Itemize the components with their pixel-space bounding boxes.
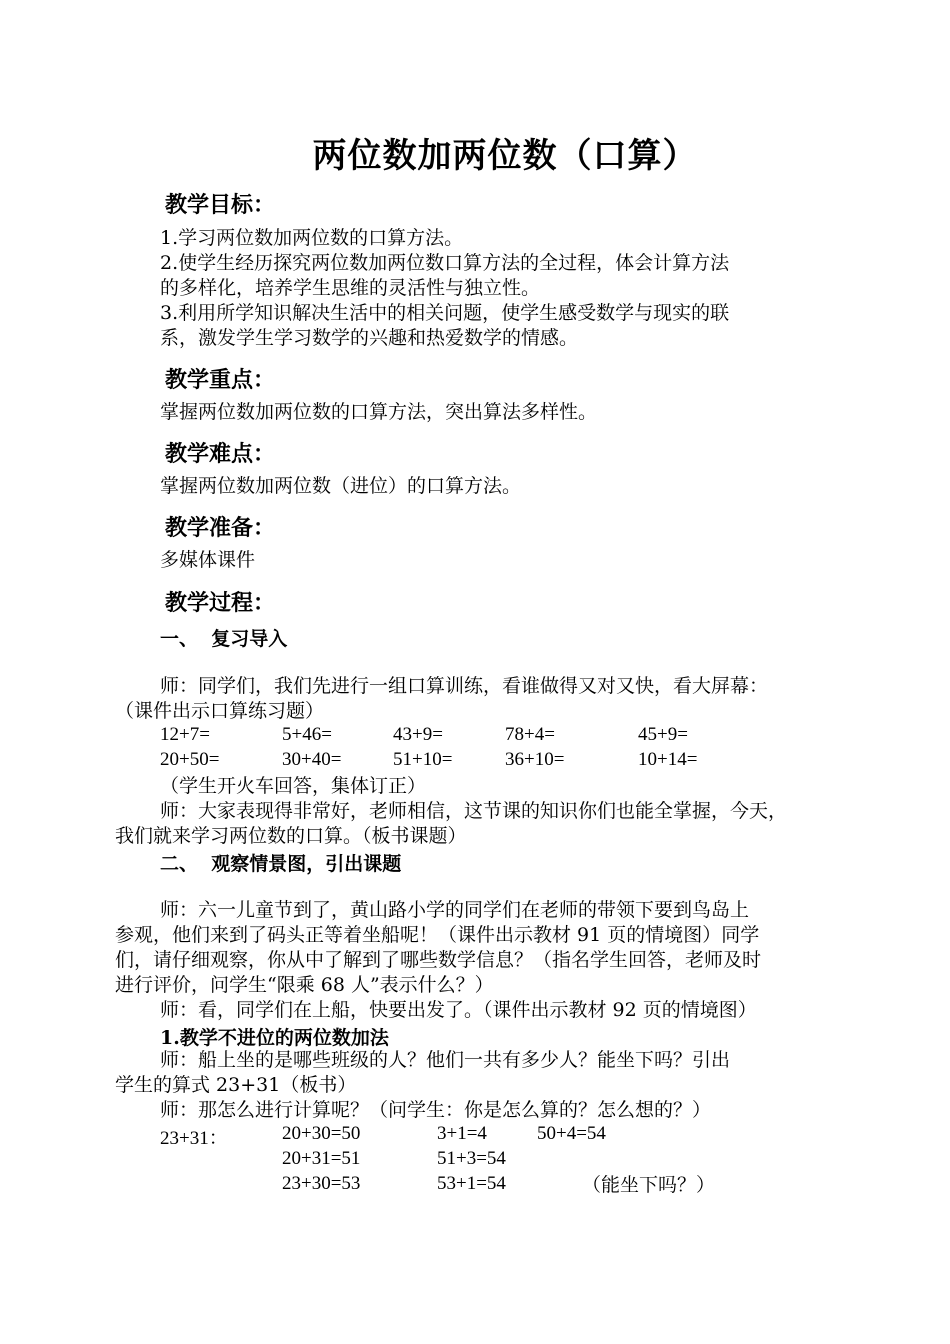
exercise: 20+50= — [160, 749, 220, 770]
calc-step: 3+1=4 — [437, 1123, 487, 1144]
exercise: 78+4= — [505, 724, 555, 745]
section1-after: （学生开火车回答，集体订正） — [160, 775, 427, 797]
sub1-line: 师：船上坐的是哪些班级的人？他们一共有多少人？能坐下吗？引出 — [160, 1049, 731, 1071]
exercise: 12+7= — [160, 724, 210, 745]
goal-line: 1.学习两位数加两位数的口算方法。 — [160, 227, 464, 249]
goals-heading: 教学目标： — [165, 193, 276, 218]
section2-line: 们，请仔细观察，你从中了解到了哪些数学信息？（指名学生回答，老师及时 — [115, 949, 762, 971]
exercise: 51+10= — [393, 749, 453, 770]
key-points-text: 掌握两位数加两位数的口算方法，突出算法多样性。 — [160, 401, 598, 423]
goal-line: 2.使学生经历探究两位数加两位数口算方法的全过程，体会计算方法 — [160, 252, 730, 274]
section1-line: 师：同学们，我们先进行一组口算训练，看谁做得又对又快，看大屏幕： — [160, 675, 769, 697]
section1-title: 一、 复习导入 — [160, 628, 288, 650]
difficulties-heading: 教学难点： — [165, 442, 276, 467]
calc-step: 20+31=51 — [282, 1148, 361, 1169]
section2-line: 师：看，同学们在上船，快要出发了。（课件出示教材 92 页的情境图） — [160, 999, 757, 1021]
exercise: 10+14= — [638, 749, 698, 770]
section1-after: 师：大家表现得非常好，老师相信，这节课的知识你们也能全掌握，今天， — [160, 800, 788, 822]
sub1-title: 1.教学不进位的两位数加法 — [160, 1027, 389, 1049]
goal-line: 的多样化，培养学生思维的灵活性与独立性。 — [160, 277, 541, 299]
calc-step: 51+3=54 — [437, 1148, 506, 1169]
exercise: 45+9= — [638, 724, 688, 745]
section2-line: 师：六一儿童节到了，黄山路小学的同学们在老师的带领下要到鸟岛上 — [160, 899, 750, 921]
calc-step: 50+4=54 — [537, 1123, 606, 1144]
difficulties-text: 掌握两位数加两位数（进位）的口算方法。 — [160, 475, 522, 497]
goal-line: 系，激发学生学习数学的兴趣和热爱数学的情感。 — [160, 327, 579, 349]
preparation-heading: 教学准备： — [165, 516, 276, 541]
section2-title: 二、 观察情景图，引出课题 — [160, 853, 402, 875]
key-points-heading: 教学重点： — [165, 368, 276, 393]
exercise: 36+10= — [505, 749, 565, 770]
page-title: 两位数加两位数（口算） — [312, 136, 698, 176]
section2-line: 参观，他们来到了码头正等着坐船呢！（课件出示教材 91 页的情境图）同学 — [115, 924, 760, 946]
sub1-line: 师：那怎么进行计算呢？（问学生：你是怎么算的？怎么想的？） — [160, 1099, 712, 1121]
process-heading: 教学过程： — [165, 591, 276, 616]
section2-line: 进行评价，问学生“限乘 68 人”表示什么？） — [115, 974, 494, 996]
calc-note: （能坐下吗？） — [582, 1174, 716, 1196]
preparation-text: 多媒体课件 — [160, 549, 256, 571]
exercise: 43+9= — [393, 724, 443, 745]
calc-label: 23+31： — [160, 1128, 228, 1149]
exercise: 30+40= — [282, 749, 342, 770]
sub1-line: 学生的算式 23+31（板书） — [115, 1074, 357, 1096]
goal-line: 3.利用所学知识解决生活中的相关问题，使学生感受数学与现实的联 — [160, 302, 730, 324]
section1-line: （课件出示口算练习题） — [115, 700, 325, 722]
exercise: 5+46= — [282, 724, 332, 745]
section1-after: 我们就来学习两位数的口算。（板书课题） — [115, 825, 467, 847]
calc-step: 20+30=50 — [282, 1123, 361, 1144]
calc-step: 23+30=53 — [282, 1173, 361, 1194]
calc-step: 53+1=54 — [437, 1173, 506, 1194]
